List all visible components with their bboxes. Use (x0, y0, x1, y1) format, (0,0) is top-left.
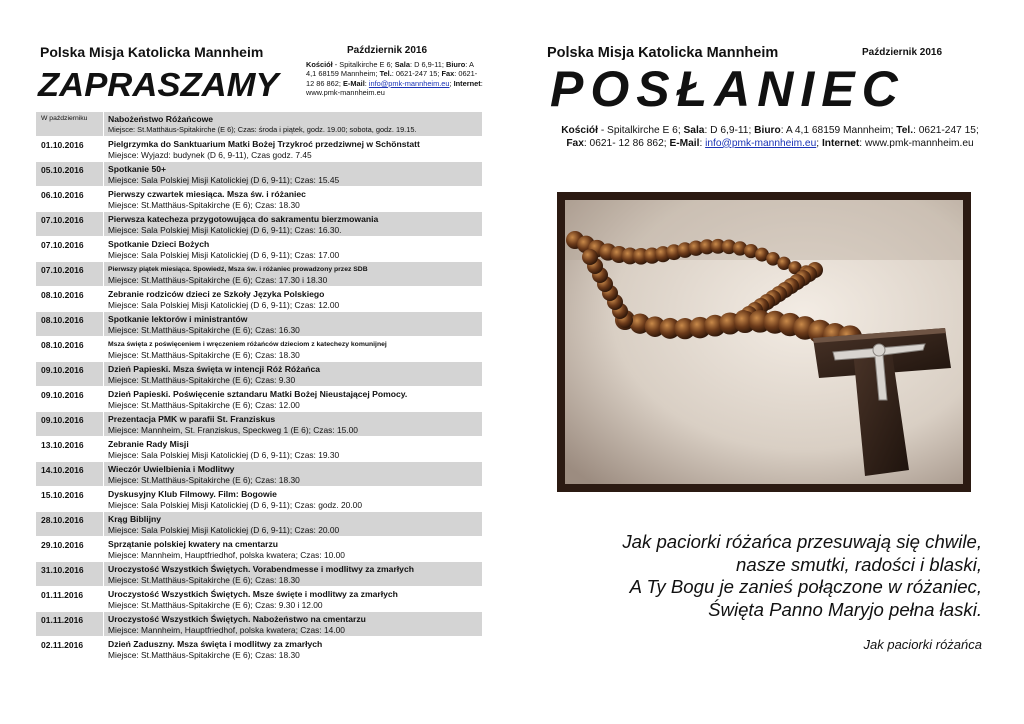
event-place-time: Miejsce: St.Matthäus-Spitakirche (E 6); Czas: 17.30 i 18.30 (108, 275, 328, 285)
event-place-time: Miejsce: Wyjazd: budynek (D 6, 9-11), Czas godz. 7.45 (108, 150, 312, 160)
event-date: 02.11.2016 (41, 640, 84, 650)
schedule-row (36, 487, 482, 512)
event-place-time: Miejsce: St.Matthäus-Spitakirche (E 6); Czas: środa i piątek, godz. 19.00; sobota, godz. 19.15. (108, 125, 417, 134)
event-place-time: Miejsce: Sala Polskiej Misji Katolickiej (D 6, 9-11); Czas: 19.30 (108, 450, 340, 460)
event-details (104, 487, 482, 511)
email-link[interactable]: info@pmk-mannheim.eu (368, 78, 450, 88)
event-date: 07.10.2016 (36, 262, 103, 286)
event-date: 08.10.2016 (36, 312, 103, 336)
event-details (104, 462, 482, 486)
event-date: 06.10.2016 (41, 190, 84, 200)
hall-label: Sala (683, 125, 705, 136)
event-date: 08.10.2016 (41, 290, 84, 300)
event-place-time: Miejsce: St.Matthäus-Spitakirche (E 6); Czas: 9.30 i 12.00 (108, 600, 323, 610)
event-details (104, 137, 482, 161)
event-title: Dyskusyjny Klub Filmowy. Film: Bogowie (108, 489, 277, 499)
event-details (104, 537, 482, 561)
event-title: Dzień Papieski. Poświęcenie sztandaru Matki Bożej Nieustającej Pomocy. (108, 389, 408, 399)
event-details (104, 412, 482, 436)
event-date: 31.10.2016 (36, 562, 103, 586)
event-details (104, 337, 482, 361)
event-details (104, 287, 482, 311)
event-date: 09.10.2016 (41, 390, 84, 400)
website-address: : www.pmk-mannheim.eu (859, 137, 974, 149)
event-title: Prezentacja PMK w parafii St. Franziskus (108, 414, 276, 424)
poem-line: Jak paciorki różańca przesuwają się chwile, (622, 531, 982, 552)
email-label: E-Mail (343, 78, 365, 88)
event-title: Spotkanie lektorów i ministrantów (108, 314, 248, 324)
event-place-time: Miejsce: St.Matthäus-Spitakirche (E 6); Czas: 18.30 (108, 200, 300, 210)
event-details (104, 362, 482, 386)
church-label: Kościół (306, 60, 333, 69)
schedule-row (36, 312, 482, 337)
internet-label: Internet (821, 137, 860, 149)
event-place-time: Miejsce: Sala Polskiej Misji Katolickiej (D 6, 9-11); Czas: 12.00 (108, 300, 340, 310)
event-place-time: Miejsce: Sala Polskiej Misji Katolickiej (D 6, 9-11); Czas: 20.00 (108, 525, 340, 535)
rosary-photo (557, 192, 971, 492)
event-place-time: Miejsce: St.Matthäus-Spitakirche (E 6); Czas: 18.30 (108, 475, 300, 485)
event-title: Wieczór Uwielbienia i Modlitwy (108, 464, 235, 474)
schedule-row (36, 287, 482, 312)
event-details (104, 112, 482, 136)
event-date: 09.10.2016 (36, 362, 103, 386)
event-details (104, 637, 482, 661)
event-date: W październiku (36, 112, 103, 136)
schedule-row (36, 237, 482, 262)
website-address: : www.pmk-mannheim.eu (306, 78, 483, 98)
event-title: Uroczystość Wszystkich Świętych. Nabożeństwo na cmentarzu (108, 614, 366, 624)
event-place-time: Miejsce: St.Matthäus-Spitakirche (E 6); Czas: 16.30 (108, 325, 300, 335)
event-date: 28.10.2016 (36, 512, 103, 536)
event-title: Pierwszy czwartek miesiąca. Msza św. i różaniec (108, 189, 306, 199)
phone-label: Tel. (379, 69, 392, 79)
event-details (104, 612, 482, 636)
email-label: E-Mail (669, 137, 700, 149)
issue-month-right: Październik 2016 (862, 47, 943, 58)
event-details (104, 187, 482, 211)
event-title: Spotkanie 50+ (108, 164, 167, 174)
church-address: - Spitalkirche E 6; (597, 125, 681, 136)
event-place-time: Miejsce: Sala Polskiej Misji Katolickiej (D 6, 9-11); Czas: 16.30. (108, 225, 342, 235)
internet-label: Internet (453, 78, 481, 88)
event-title: Spotkanie Dzieci Bożych (108, 239, 210, 249)
hall-label: Sala (394, 60, 410, 69)
schedule-row (36, 412, 482, 437)
event-date: 01.11.2016 (41, 590, 84, 600)
event-place-time: Miejsce: St.Matthäus-Spitakirche (E 6); Czas: 12.00 (108, 400, 300, 410)
phone-number: : 0621-247 15; (391, 69, 440, 79)
zapraszamy-headline: ZAPRASZAMY (38, 66, 279, 103)
church-label: Kościół (561, 125, 598, 136)
event-title: Sprzątanie polskiej kwatery na cmentarzu (108, 539, 279, 549)
event-details (104, 312, 482, 336)
event-date: 08.10.2016 (41, 340, 84, 350)
event-title: Zebranie Rady Misji (108, 439, 189, 449)
hall-address: : D 6,9-11; (409, 60, 444, 69)
event-place-time: Miejsce: St.Matthäus-Spitakirche (E 6); Czas: 18.30 (108, 350, 300, 360)
schedule-row (36, 112, 482, 137)
event-date: 07.10.2016 (41, 240, 84, 250)
event-details (104, 437, 482, 461)
office-address: : A 4,1 68159 Mannheim; (306, 60, 474, 79)
event-place-time: Miejsce: St.Matthäus-Spitakirche (E 6); Czas: 18.30 (108, 650, 300, 660)
event-date: 15.10.2016 (41, 490, 84, 500)
event-date: 05.10.2016 (36, 162, 103, 186)
poem-stanza (560, 531, 982, 621)
event-details (104, 262, 482, 286)
event-title: Pierwsza katecheza przygotowująca do sakramentu bierzmowania (108, 214, 379, 224)
schedule-row (36, 387, 482, 412)
office-address: : A 4,1 68159 Mannheim; (780, 125, 894, 136)
event-date: 09.10.2016 (36, 412, 103, 436)
phone-number: : 0621-247 15; (913, 125, 979, 136)
event-details (104, 162, 482, 186)
church-address: - Spitalkirche E 6; (332, 60, 393, 69)
phone-label: Tel. (896, 125, 914, 136)
event-date: 13.10.2016 (41, 440, 84, 450)
event-place-time: Miejsce: Mannheim, St. Franziskus, Speckweg 1 (E 6); Czas: 15.00 (108, 425, 358, 435)
event-details (104, 587, 482, 611)
schedule-row (36, 362, 482, 387)
fax-number: : 0621- 12 86 862; (306, 69, 478, 88)
schedule-row (36, 212, 482, 237)
event-date: 01.10.2016 (41, 140, 84, 150)
event-title: Zebranie rodziców dzieci ze Szkoły Języka Polskiego (108, 289, 325, 299)
event-place-time: Miejsce: St.Matthäus-Spitakirche (E 6); Czas: 18.30 (108, 575, 300, 585)
event-place-time: Miejsce: Sala Polskiej Misji Katolickiej (D 6, 9-11); Czas: 15.45 (108, 175, 340, 185)
contact-info: Kościół - Spitalkirche E 6; Sala: D 6,9-11; Biuro: A 4,1 68159 Mannheim; Tel.: 0621-247 15; Fax: 0621- 12 86 862; E-Mail: info@pmk-mannheim.eu; Internet: www.pmk-mannheim.eu (306, 60, 483, 98)
poem-line: Święta Panno Maryjo pełna łaski. (708, 598, 982, 620)
hall-address: : D 6,9-11; (704, 125, 752, 136)
event-schedule-table (36, 112, 482, 662)
poem-line: nasze smutki, radości i blaski, (736, 553, 982, 575)
office-label: Biuro (446, 60, 466, 69)
event-details (104, 387, 482, 411)
fax-number: : 0621- 12 86 862; (583, 137, 667, 149)
schedule-row (36, 162, 482, 187)
schedule-row (36, 587, 482, 612)
fax-label: Fax (566, 137, 584, 149)
event-title: Pierwszy piątek miesiąca. Spowiedź, Msza św. i różaniec prowadzony przez SDB (108, 266, 368, 273)
event-details (104, 512, 482, 536)
left-page-header (38, 42, 484, 112)
organization-name: Polska Misja Katolicka Mannheim (40, 44, 264, 60)
event-title: Nabożeństwo Różańcowe (108, 114, 214, 124)
schedule-row (36, 537, 482, 562)
schedule-row (36, 562, 482, 587)
schedule-row (36, 137, 482, 162)
event-details (104, 237, 482, 261)
schedule-row (36, 337, 482, 362)
event-place-time: Miejsce: St.Matthäus-Spitakirche (E 6); Czas: 9.30 (108, 375, 296, 385)
schedule-row (36, 637, 482, 662)
event-date: 29.10.2016 (41, 540, 84, 550)
office-label: Biuro (754, 125, 781, 136)
poem-line: A Ty Bogu je zanieś połączone w różaniec, (629, 576, 982, 597)
event-date: 01.11.2016 (36, 612, 103, 636)
fax-label: Fax (441, 69, 455, 79)
event-place-time: Miejsce: Sala Polskiej Misji Katolickiej (D 6, 9-11); Czas: 17.00 (108, 250, 340, 260)
rosary-bead (582, 249, 598, 265)
event-title: Krąg Biblijny (108, 514, 162, 524)
event-title: Dzień Zaduszny. Msza święta i modlitwy za zmarłych (108, 639, 323, 649)
poem-title: Jak paciorki różańca (863, 637, 982, 652)
event-place-time: Miejsce: Sala Polskiej Misji Katolickiej (D 6, 9-11); Czas: godz. 20.00 (108, 500, 362, 510)
organization-name-right: Polska Misja Katolicka Mannheim (547, 45, 779, 61)
schedule-row (36, 187, 482, 212)
event-details (104, 562, 482, 586)
schedule-row (36, 462, 482, 487)
event-title: Uroczystość Wszystkich Świętych. Vorabendmesse i modlitwy za zmarłych (108, 564, 414, 574)
event-title: Uroczystość Wszystkich Świętych. Msze święte i modlitwy za zmarłych (108, 589, 398, 599)
poslaniec-masthead: POSŁANIEC (550, 61, 905, 117)
event-title: Pielgrzymka do Sanktuarium Matki Bożej Trzykroć przedziwnej w Schönstatt (108, 139, 420, 149)
event-title: Msza święta z poświęceniem i wręczeniem różańców dzieciom z katechezy komunijnej (108, 341, 387, 348)
schedule-row (36, 612, 482, 637)
schedule-row (36, 262, 482, 287)
schedule-row (36, 512, 482, 537)
event-place-time: Miejsce: Mannheim, Hauptfriedhof, polska kwatera; Czas: 10.00 (108, 550, 345, 560)
schedule-row (36, 437, 482, 462)
rosary-crucifix-illustration (565, 200, 963, 484)
event-date: 14.10.2016 (36, 462, 103, 486)
event-details (104, 212, 482, 236)
contact-info-right: Kościół - Spitalkirche E 6; Sala: D 6,9-11; Biuro: A 4,1 68159 Mannheim; Tel.: 0621-247 15; Fax: 0621- 12 86 862; E-Mail: info@pmk-mannheim.eu; Internet: www.pmk-mannheim.eu (561, 125, 979, 149)
event-place-time: Miejsce: Mannheim, Hauptfriedhof, polska kwatera; Czas: 14.00 (108, 625, 345, 635)
email-link[interactable]: info@pmk-mannheim.eu (705, 137, 817, 149)
event-title: Dzień Papieski. Msza święta w intencji Róż Różańca (108, 364, 321, 374)
event-date: 07.10.2016 (36, 212, 103, 236)
issue-month: Październik 2016 (347, 45, 428, 56)
